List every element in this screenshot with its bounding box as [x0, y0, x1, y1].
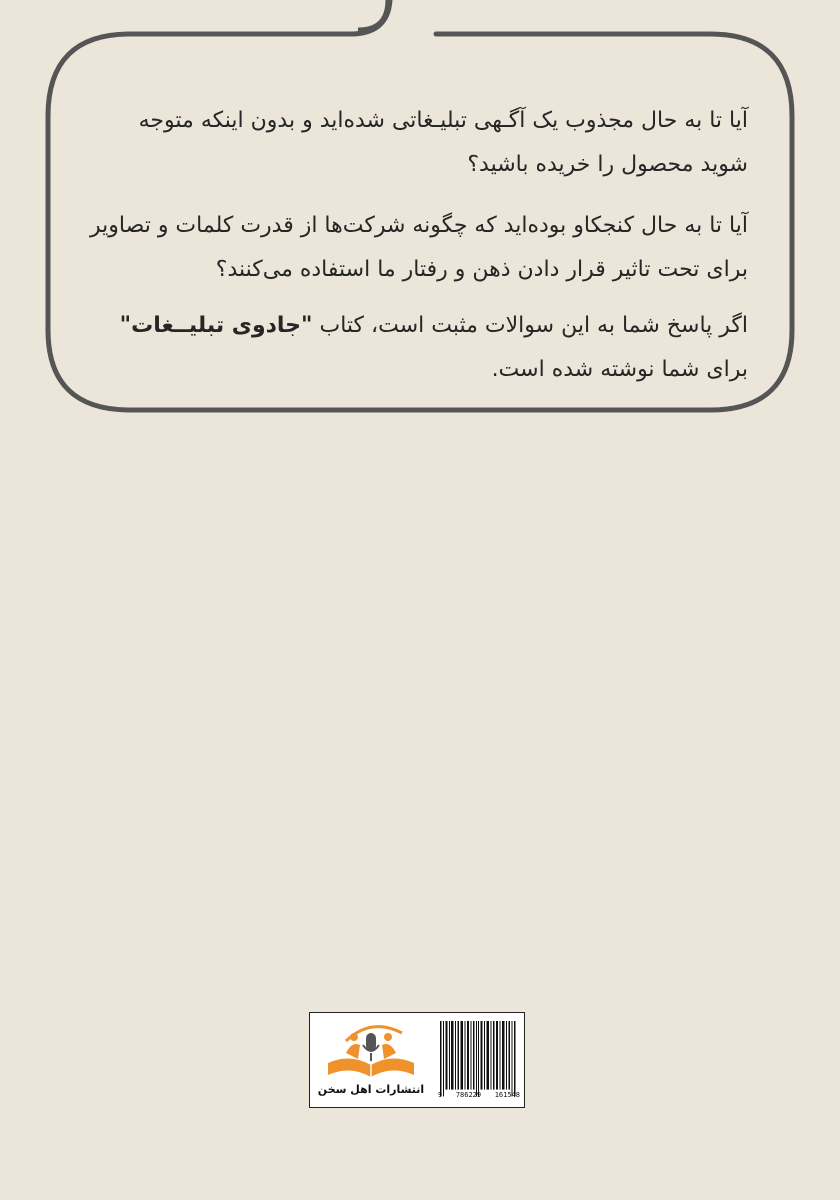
isbn-digit-prefix: 9 [438, 1091, 443, 1099]
isbn-digit-group-1: 786229 [455, 1091, 482, 1099]
publisher-name: انتشارات اهل سخن [317, 1083, 425, 1096]
conclusion-text-end: برای شما نوشته شده است. [491, 357, 748, 382]
question-paragraph-1: آیا تا به حال مجذوب یک آگـهی تبلیـغاتی شده‌اید و بدون اینکه متوجه شوید محصول را خریده باشید؟ [138, 108, 748, 177]
book-title: "جادوی تبلیــغات" [119, 313, 313, 338]
publisher-barcode-box [309, 1012, 525, 1108]
isbn-barcode [438, 1021, 518, 1101]
question-paragraph-2: آیا تا به حال کنجکاو بوده‌اید که چگونه شرکت‌ها از قدرت کلمات و تصاویر برای تحت تاثیر قرار دادن ذهن و رفتار ما استفاده می‌کنند؟ [90, 213, 748, 282]
conclusion-text-start: اگر پاسخ شما به این سوالات مثبت است، کتاب [312, 313, 748, 338]
conclusion-paragraph [88, 304, 748, 392]
isbn-digit-group-2: 161548 [494, 1091, 520, 1099]
open-book-people-microphone-icon [316, 1019, 426, 1081]
isbn-digits [438, 1091, 520, 1099]
